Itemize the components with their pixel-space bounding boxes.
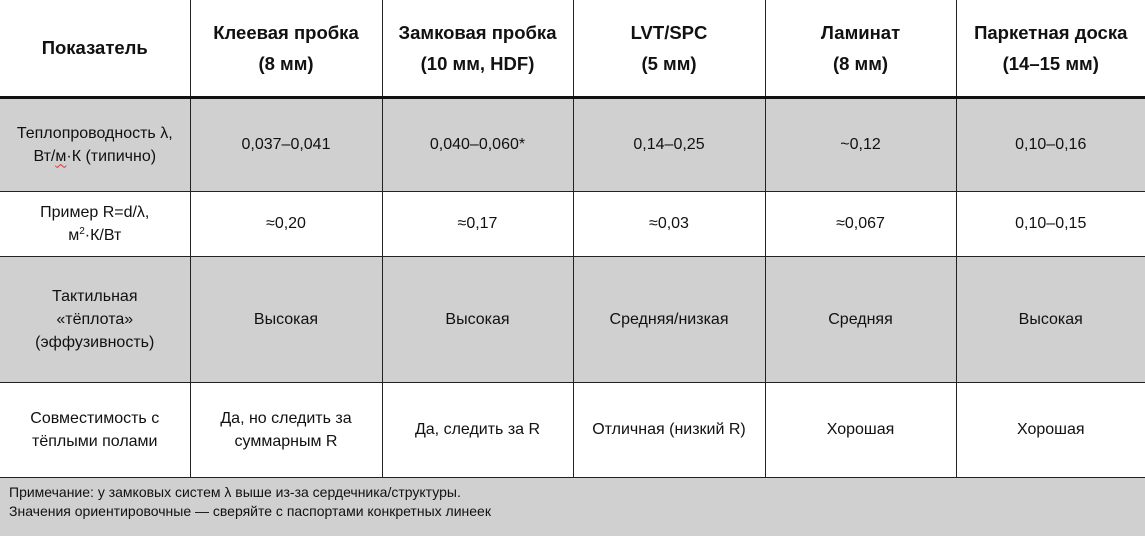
- header-lvt-spc-thickness: (5 мм): [641, 52, 697, 74]
- table-cell: ≈0,03: [573, 191, 765, 256]
- table-cell: Да, следить за R: [382, 382, 573, 477]
- table-row-resistance: [0, 191, 1145, 256]
- row-label-line: тёплыми полами: [32, 432, 158, 450]
- table-cell: Отличная (низкий R): [573, 382, 765, 477]
- header-glued-cork-thickness: (8 мм): [258, 52, 314, 74]
- header-lvt-spc-title: LVT/SPC: [630, 21, 708, 43]
- header-row: [0, 0, 1145, 97]
- row-label-line: Совместимость с: [30, 409, 160, 427]
- unit-part: ·К/Вт: [84, 226, 122, 244]
- row-label-resistance: [0, 191, 190, 256]
- table-cell: Высокая: [956, 256, 1145, 382]
- table-cell: [190, 382, 382, 477]
- table-cell: Высокая: [190, 256, 382, 382]
- row-label-line: (эффузивность): [35, 333, 155, 351]
- table-cell: ≈0,067: [765, 191, 956, 256]
- table-cell: Средняя/низкая: [573, 256, 765, 382]
- table-cell: Хорошая: [956, 382, 1145, 477]
- header-indicator-label: Показатель: [41, 37, 148, 59]
- table-cell: 0,10–0,16: [956, 97, 1145, 191]
- table-row-underfloor: [0, 382, 1145, 477]
- row-label-line: Тактильная: [52, 287, 138, 305]
- header-indicator: [0, 0, 190, 97]
- header-parquet-title: Паркетная доска: [974, 21, 1128, 43]
- table-cell: ≈0,20: [190, 191, 382, 256]
- header-glued-cork: [190, 0, 382, 97]
- row-label-line: «тёплота»: [56, 310, 134, 328]
- header-lvt-spc: [573, 0, 765, 97]
- header-laminate-title: Ламинат: [820, 21, 901, 43]
- table-cell: Хорошая: [765, 382, 956, 477]
- row-label-warmth: [0, 256, 190, 382]
- unit-superscript: 2: [79, 225, 85, 237]
- header-laminate: [765, 0, 956, 97]
- table-cell: 0,14–0,25: [573, 97, 765, 191]
- table-cell: Высокая: [382, 256, 573, 382]
- row-label-underfloor: [0, 382, 190, 477]
- header-click-cork: [382, 0, 573, 97]
- header-click-cork-thickness: (10 мм, HDF): [420, 52, 535, 74]
- footnote: [0, 478, 1145, 536]
- header-glued-cork-title: Клеевая пробка: [213, 21, 359, 43]
- table-cell: ~0,12: [765, 97, 956, 191]
- table-cell: ≈0,17: [382, 191, 573, 256]
- table-cell: Средняя: [765, 256, 956, 382]
- row-label-conductivity: [0, 97, 190, 191]
- footnote-line: Примечание: у замковых систем λ выше из-за сердечника/структуры.: [9, 484, 461, 500]
- table-cell: 0,10–0,15: [956, 191, 1145, 256]
- header-laminate-thickness: (8 мм): [832, 52, 889, 74]
- spellcheck-underlined-word: м: [55, 147, 67, 165]
- footnote-line: Значения ориентировочные — сверяйте с паспортами конкретных линеек: [9, 503, 491, 519]
- table-row-warmth: [0, 256, 1145, 382]
- header-parquet-thickness: (14–15 мм): [1002, 52, 1099, 74]
- cell-line: суммарным R: [234, 432, 338, 450]
- table-row-conductivity: [0, 97, 1145, 191]
- unit-part: Вт/: [33, 147, 56, 165]
- row-label-unit: [4, 224, 186, 247]
- row-label-line: Теплопроводность λ,: [16, 124, 173, 142]
- row-label-line: Пример R=d/λ,: [40, 203, 150, 221]
- header-parquet: [956, 0, 1145, 97]
- unit-part: м: [68, 226, 80, 244]
- table-cell: 0,037–0,041: [190, 97, 382, 191]
- header-click-cork-title: Замковая пробка: [398, 21, 557, 43]
- cell-line: Да, но следить за: [220, 409, 352, 427]
- row-label-unit: [4, 145, 186, 168]
- table-cell: 0,040–0,060*: [382, 97, 573, 191]
- unit-part: ·К (типично): [66, 147, 157, 165]
